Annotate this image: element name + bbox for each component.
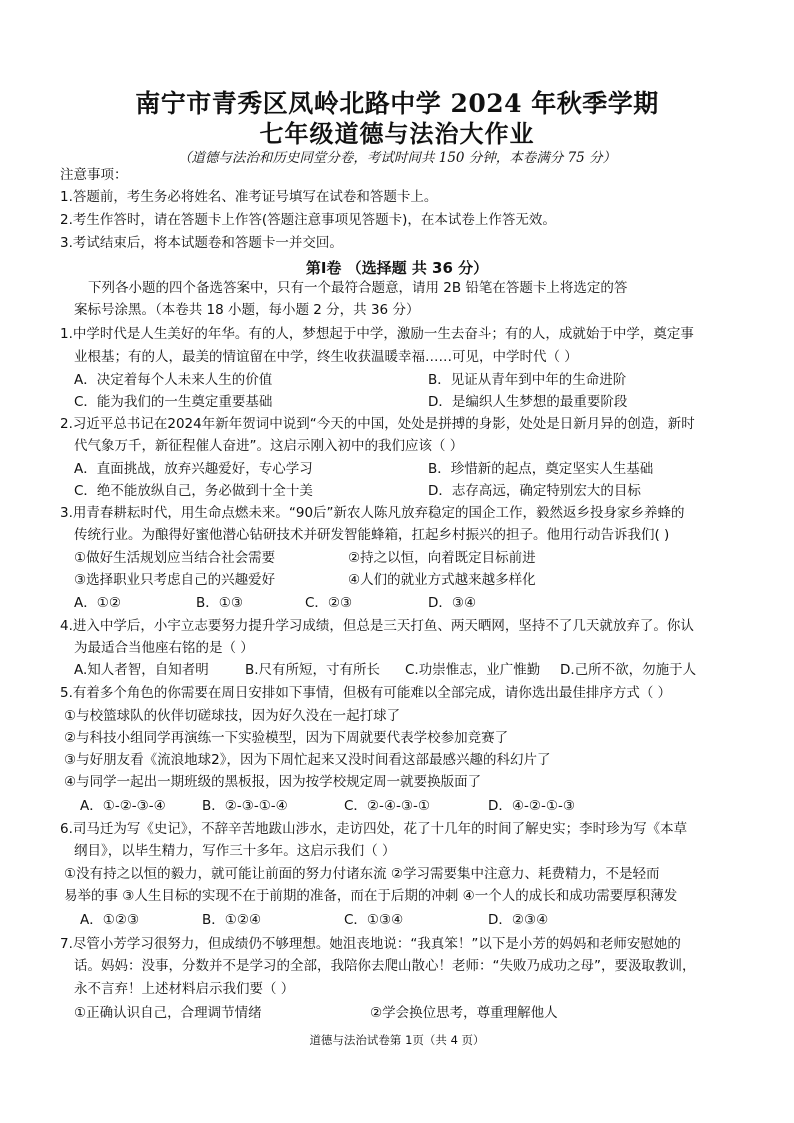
question-6-choice-b: B．①②④ [202,912,262,928]
question-5-statement: ④与同学一起出一期班级的黑板报，因为按学校规定周一就要换版面了 [64,774,482,790]
question-6-choice-a: A．①②③ [80,912,140,928]
exam-title: 七年级道德与法治大作业 [259,119,535,148]
question-2-stem: 2.习近平总书记在2024年新年贺词中说到“今天的中国，处处是拼搏的身影，处处是日新月异的创造，新时 [60,416,695,432]
question-6-choice-c: C．①③④ [344,912,404,928]
question-6-choice-d: D．②③④ [488,912,549,928]
section-intro: 下列各小题的四个备选答案中，只有一个最符合题意，请用 2B 铅笔在答题卡上将选定的答 [88,280,628,296]
question-5-choice-a: A．①-②-③-④ [80,798,166,814]
question-4-stem: 为最适合当他座右铭的是（ ） [74,640,254,656]
question-3-statement-1: ①做好生活规划应当结合社会需要 [74,550,276,566]
question-7-statement-2: ②学会换位思考，尊重理解他人 [370,1005,558,1021]
question-3-choice-a: A．①② [74,595,121,611]
question-6-stem: 6.司马迁为写《史记》，不辞辛苦地跋山涉水，走访四处，花了十几年的时间了解史实；李时珍为写《本草 [60,821,688,837]
question-3-stem: 传统行业。为酿得好蜜他潜心钻研技术并研发智能蜂箱，扛起乡村振兴的担子。他用行动告诉我们( ) [74,527,670,543]
question-7-stem: 永不言弃！上述材料启示我们要（ ） [74,981,295,997]
question-6-statement: ①没有持之以恒的毅力，就可能让前面的努力付诸东流 ②学习需要集中注意力、耗费精力，不是轻而 [64,866,660,882]
question-3-choice-d: D．③④ [428,595,477,611]
question-2-option-a: A．直面挑战，放弃兴趣爱好，专心学习 [74,461,313,477]
question-5-choice-b: B．②-③-①-④ [202,798,288,814]
question-2-option-b: B．珍惜新的起点，奠定坚实人生基础 [428,461,654,477]
school-title: 南宁市青秀区凤岭北路中学 2024 年秋季学期 [135,89,659,118]
question-3-statement-2: ②持之以恒，向着既定目标前进 [348,550,536,566]
page-footer: 道德与法治试卷第 1页（共 4 页） [309,1033,485,1047]
question-5-choice-d: D．④-②-①-③ [488,798,575,814]
question-4-choice-b: B.尺有所短，寸有所长 [245,662,381,678]
question-7-stem: 7.尽管小芳学习很努力，但成绩仍不够理想。她沮丧地说：“我真笨！”以下是小芳的妈妈和老师安慰她的 [60,936,681,952]
question-7-statement-1: ①正确认识自己，合理调节情绪 [74,1005,262,1021]
note-item: 2.考生作答时，请在答题卡上作答(答题注意事项见答题卡)，在本试卷上作答无效。 [60,212,556,228]
question-5-statement: ②与科技小组同学再演练一下实验模型，因为下周就要代表学校参加竞赛了 [64,730,509,746]
section-intro: 案标号涂黑。（本卷共 18 小题，每小题 2 分，共 36 分） [74,302,420,318]
question-3-choice-c: C．②③ [305,595,353,611]
question-3-statement-4: ④人们的就业方式越来越多样化 [348,572,536,588]
question-1-stem: 1.中学时代是人生美好的年华。有的人，梦想起于中学，激励一生去奋斗；有的人，成就始于中学，奠定事 [60,326,694,342]
question-6-stem: 纲目》，以毕生精力，写作三十多年。这启示我们（ ） [74,843,396,859]
question-1-option-a: A．决定着每个人未来人生的价值 [74,372,273,388]
question-6-statement: 易举的事 ③人生目标的实现不在于前期的准备，而在于后期的冲刺 ④一个人的成长和成功需要厚积薄发 [64,888,678,904]
question-4-stem: 4.进入中学后，小宇立志要努力提升学习成绩，但总是三天打鱼、两天晒网，坚持不了几天就放弃了。你认 [60,618,694,634]
question-4-choice-a: A.知人者智，自知者明 [74,662,209,678]
question-5-statement: ①与校篮球队的伙伴切磋球技，因为好久没在一起打球了 [64,708,401,724]
question-2-option-d: D．志存高远，确定特别宏大的目标 [428,483,641,499]
question-2-stem: 代气象万千，新征程催人奋进”。这启示刚入初中的我们应该（ ） [74,438,464,454]
question-7-stem: 话。妈妈：没事，分数并不是学习的全部，我陪你去爬山散心！老师：“失败乃成功之母”，要汲取教训， [74,958,696,974]
question-1-option-c: C．能为我们的一生奠定重要基础 [74,394,273,410]
question-5-statement: ③与好朋友看《流浪地球2》，因为下周忙起来又没时间看这部最感兴趣的科幻片了 [64,752,551,768]
question-2-option-c: C．绝不能放纵自己，务必做到十全十美 [74,483,313,499]
question-3-statement-3: ③选择职业只考虑自己的兴趣爱好 [74,572,276,588]
question-4-choice-c: C.功崇惟志，业广惟勤 [405,662,541,678]
question-3-choice-b: B．①③ [196,595,243,611]
section-title: 第Ⅰ卷 （选择题 共 36 分） [305,259,489,277]
question-1-option-b: B．见证从青年到中年的生命进阶 [428,372,627,388]
exam-subtitle: （道德与法治和历史同堂分卷，考试时间共 150 分钟，本卷满分 75 分） [177,150,617,166]
note-item: 1.答题前，考生务必将姓名、准考证号填写在试卷和答题卡上。 [60,189,438,205]
notes-heading: 注意事项： [60,167,128,183]
question-1-option-d: D．是编织人生梦想的最重要阶段 [428,394,628,410]
question-5-stem: 5.有着多个角色的你需要在周日安排如下事情，但极有可能难以全部完成，请你选出最佳排序方式（ ） [60,685,672,701]
question-1-stem: 业根基；有的人，最美的情谊留在中学，终生收获温暖幸福……可见，中学时代（ ） [74,349,578,365]
question-4-choice-d: D.己所不欲，勿施于人 [560,662,697,678]
question-3-stem: 3.用青春耕耘时代，用生命点燃未来。“90后”新农人陈凡放弃稳定的国企工作，毅然返乡投身家乡养蜂的 [60,505,685,521]
note-item: 3.考试结束后，将本试题卷和答题卡一并交回。 [60,235,343,251]
question-5-choice-c: C．②-④-③-① [344,798,430,814]
